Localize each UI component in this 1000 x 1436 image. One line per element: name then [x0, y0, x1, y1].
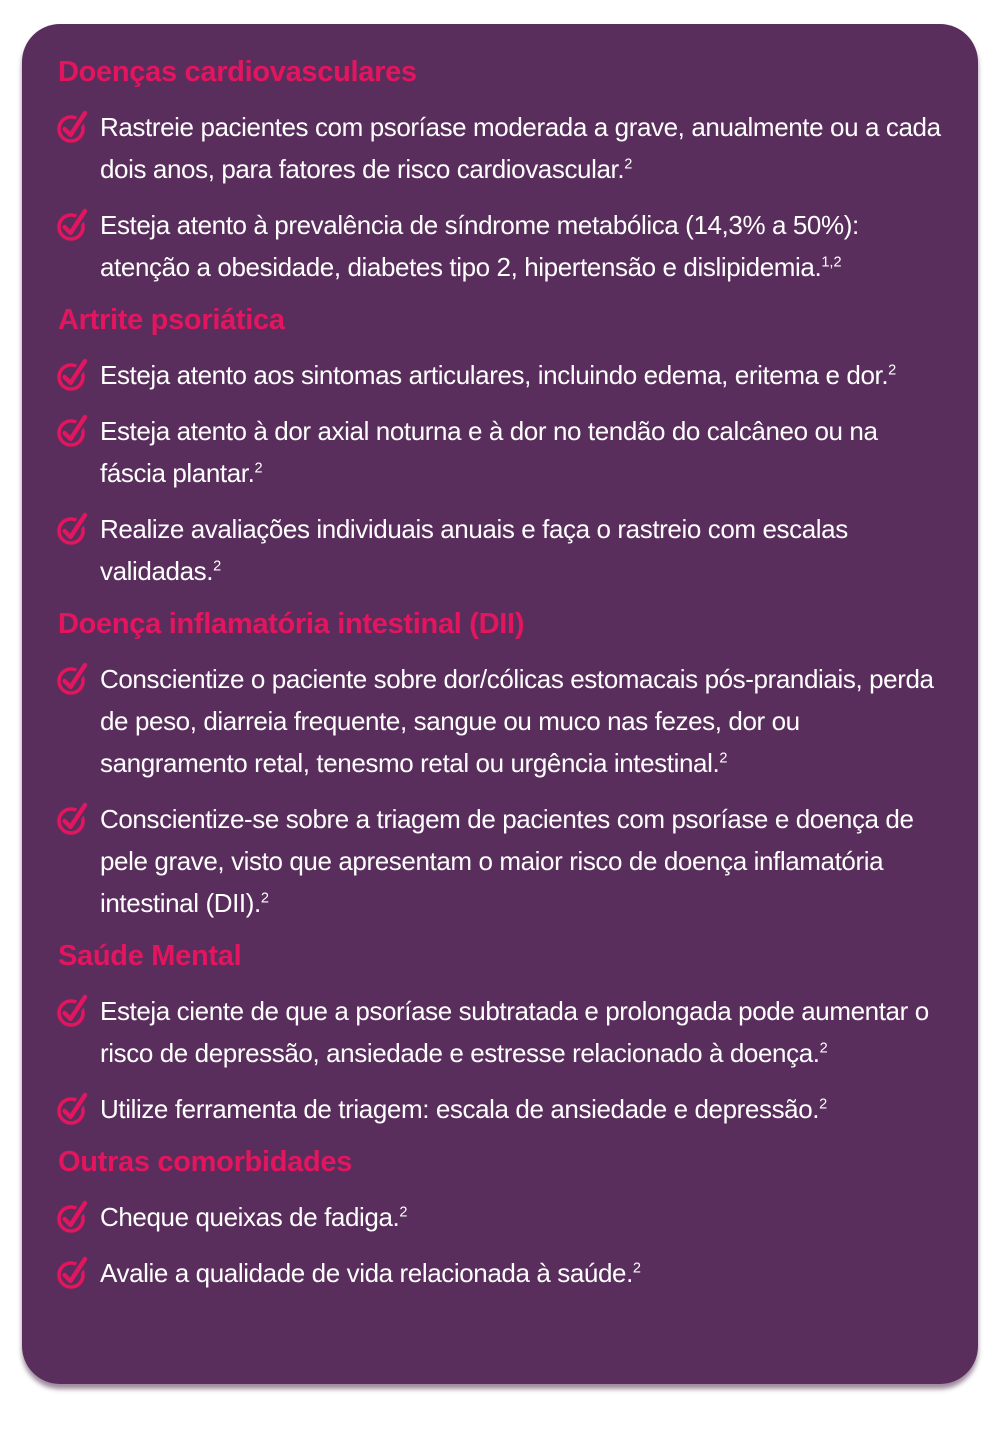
- section-heading: Saúde Mental: [58, 940, 242, 972]
- check-circle-icon: [56, 412, 90, 448]
- checklist-section: [56, 1144, 948, 1294]
- item-superscript: 2: [254, 460, 263, 477]
- checklist-item: [56, 508, 948, 592]
- check-circle-icon: [56, 1254, 90, 1290]
- check-circle-icon: [56, 108, 90, 144]
- item-text: Conscientize-se sobre a triagem de pacientes com psoríase e doença de pele grave, visto que apresentam o maior risco de doença inflamatória intestinal (DII).: [100, 804, 914, 918]
- checklist-section: [56, 302, 948, 592]
- section-list: [56, 106, 948, 288]
- item-body: [100, 204, 948, 288]
- checklist-item: [56, 1196, 948, 1238]
- item-body: [100, 410, 948, 494]
- item-text: Utilize ferramenta de triagem: escala de ansiedade e depressão.: [100, 1094, 820, 1124]
- check-circle-icon: [56, 510, 90, 546]
- section-heading: Doenças cardiovasculares: [58, 56, 417, 88]
- section-list: [56, 354, 948, 592]
- item-body: [100, 1088, 827, 1130]
- item-superscript: 2: [624, 156, 633, 173]
- checklist-section: [56, 54, 948, 288]
- check-circle-icon: [56, 356, 90, 392]
- item-text: Esteja ciente de que a psoríase subtratada e prolongada pode aumentar o risco de depressão, ansiedade e estresse relacionado à doença.: [100, 996, 929, 1068]
- item-body: [100, 1196, 407, 1238]
- item-superscript: 2: [632, 1260, 642, 1277]
- check-circle-icon: [56, 660, 90, 696]
- checklist-item: [56, 990, 948, 1074]
- item-superscript: 2: [213, 558, 222, 575]
- checklist-item: [56, 798, 948, 924]
- check-circle-icon: [56, 1090, 90, 1126]
- check-circle-icon: [56, 206, 90, 242]
- check-circle-icon: [56, 800, 90, 836]
- item-superscript: 2: [888, 362, 897, 379]
- item-superscript: 2: [819, 1040, 828, 1057]
- item-body: [100, 354, 896, 396]
- checklist-item: [56, 1088, 948, 1130]
- checklist-item: [56, 106, 948, 190]
- item-body: [100, 106, 948, 190]
- item-superscript: 1,2: [821, 254, 842, 271]
- item-text: Esteja atento à prevalência de síndrome metabólica (14,3% a 50%): atenção a obesidade, diabetes tipo 2, hipertensão e dislipidemia.: [100, 210, 859, 282]
- section-list: [56, 1196, 948, 1294]
- check-circle-icon: [56, 992, 90, 1028]
- checklist-item: [56, 1252, 948, 1294]
- checklist-item: [56, 354, 948, 396]
- item-body: [100, 798, 948, 924]
- item-superscript: 2: [719, 750, 728, 767]
- section-heading: Artrite psoriática: [58, 304, 285, 336]
- checklist-section: [56, 606, 948, 924]
- item-body: [100, 658, 948, 784]
- comorbidities-card: [22, 24, 978, 1384]
- item-body: [100, 508, 948, 592]
- section-list: [56, 990, 948, 1130]
- page: [0, 24, 1000, 1384]
- checklist-section: [56, 938, 948, 1130]
- item-text: Avalie a qualidade de vida relacionada à saúde.: [100, 1258, 633, 1288]
- check-circle-icon: [56, 1198, 90, 1234]
- checklist-item: [56, 658, 948, 784]
- card-sections: [56, 54, 948, 1294]
- section-heading: Outras comorbidades: [58, 1146, 353, 1178]
- item-text: Esteja atento à dor axial noturna e à dor no tendão do calcâneo ou na fáscia plantar.: [100, 416, 878, 488]
- item-body: [100, 990, 948, 1074]
- item-superscript: 2: [819, 1096, 828, 1113]
- section-list: [56, 658, 948, 924]
- item-superscript: 2: [260, 890, 269, 907]
- item-text: Esteja atento aos sintomas articulares, incluindo edema, eritema e dor.: [100, 360, 889, 390]
- section-heading: Doença inflamatória intestinal (DII): [58, 608, 525, 640]
- item-text: Rastreie pacientes com psoríase moderada a grave, anualmente ou a cada dois anos, para fatores de risco cardiovascular.: [100, 112, 941, 184]
- checklist-item: [56, 410, 948, 494]
- item-superscript: 2: [399, 1204, 408, 1221]
- checklist-item: [56, 204, 948, 288]
- item-text: Conscientize o paciente sobre dor/cólicas estomacais pós-prandiais, perda de peso, diarreia frequente, sangue ou muco nas fezes, dor ou sangramento retal, tenesmo retal ou urgência intestinal.: [100, 664, 934, 778]
- item-text: Cheque queixas de fadiga.: [100, 1202, 400, 1232]
- item-body: [100, 1252, 641, 1294]
- item-text: Realize avaliações individuais anuais e faça o rastreio com escalas validadas.: [100, 514, 848, 586]
